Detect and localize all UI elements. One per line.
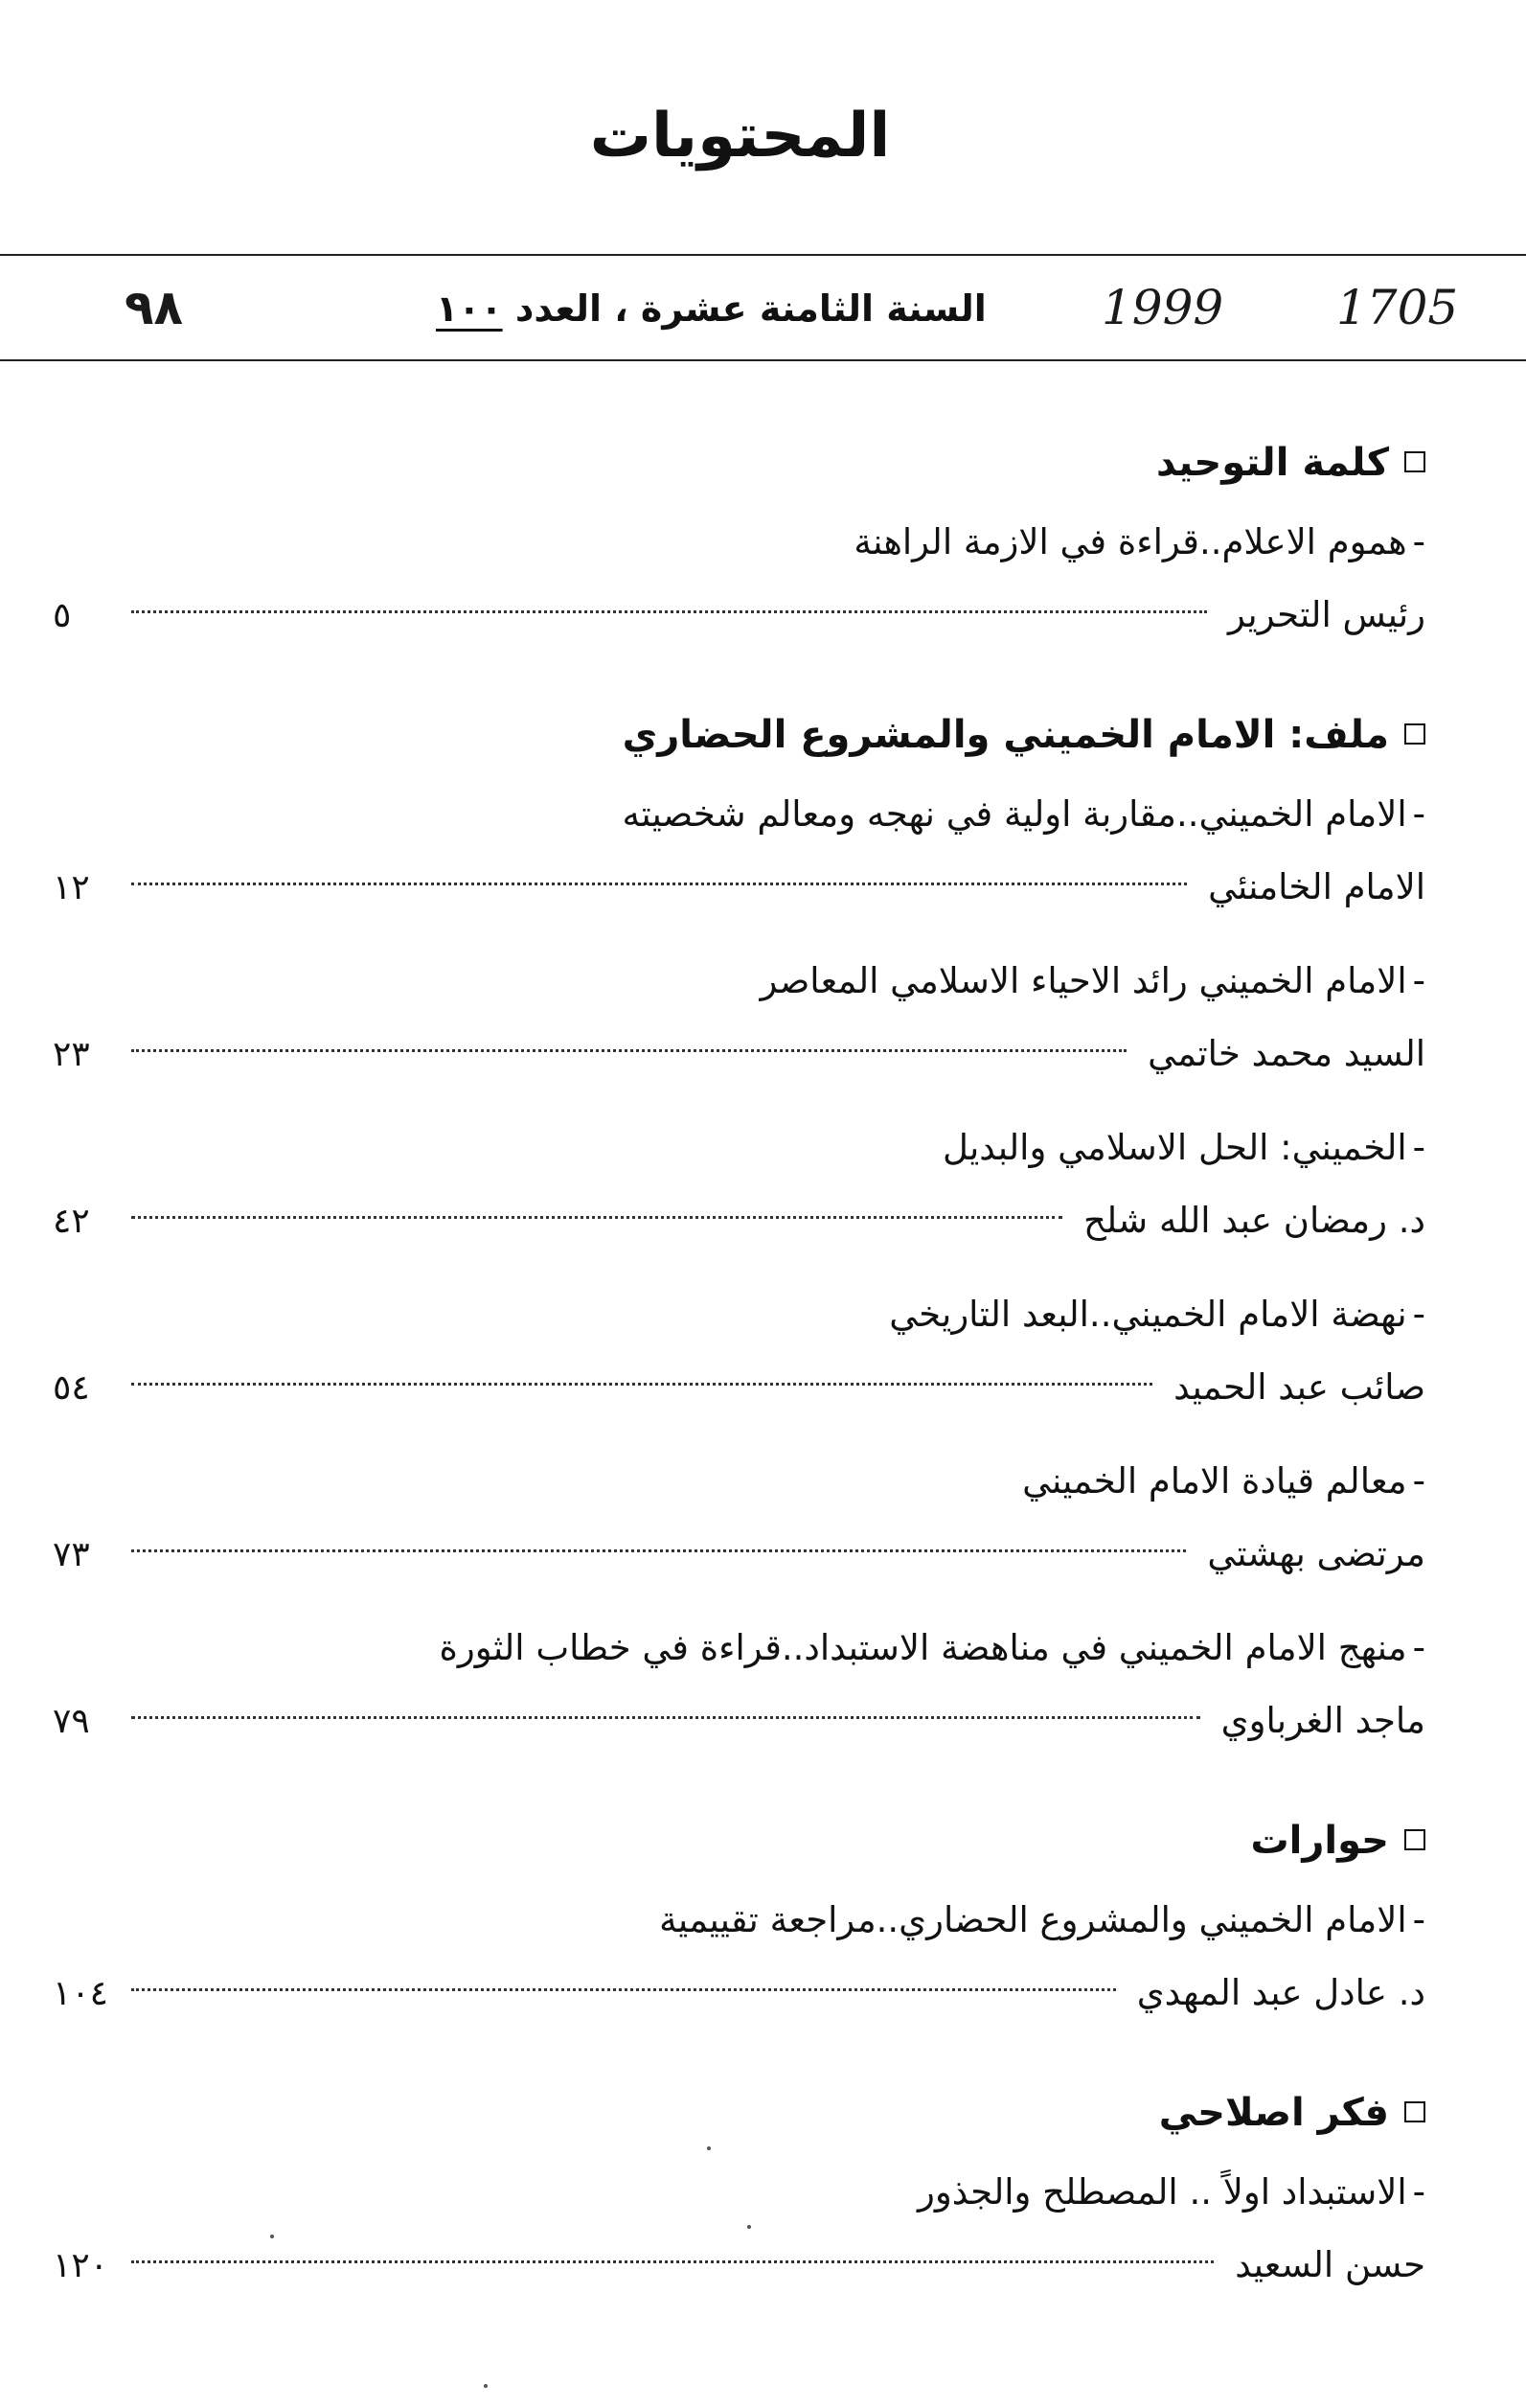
- entry-title: الامام الخميني رائد الاحياء الاسلامي المعاصر: [760, 960, 1407, 1001]
- entry-title-line: [53, 1612, 1425, 1685]
- entry-author-line: [53, 1957, 1425, 2030]
- page-number: ٧٩: [53, 1702, 90, 1741]
- page-number: ١٢٠: [53, 2246, 109, 2285]
- entry-author: الامام الخامنئي: [1208, 866, 1425, 907]
- dash-bullet-icon: ‐: [1412, 1127, 1425, 1168]
- bottom-rule: [0, 359, 1526, 361]
- section-heading: [53, 431, 1425, 494]
- toc-section: [53, 2081, 1425, 2302]
- entry-title: الامام الخميني والمشروع الحضاري..مراجعة تقييمية: [659, 1899, 1407, 1940]
- entry-author-line: [53, 2229, 1425, 2302]
- entry-author-line: [53, 1685, 1425, 1757]
- entry-title: الامام الخميني..مقاربة اولية في نهجه ومعالم شخصيته: [622, 793, 1407, 835]
- edition-text: السنة الثامنة عشرة ، العدد: [514, 287, 987, 330]
- handwritten-code: 1705: [1336, 280, 1459, 335]
- page-title: المحتويات: [589, 101, 891, 172]
- table-of-contents: [53, 431, 1425, 2353]
- entry-author-line: [53, 1518, 1425, 1591]
- square-bullet-icon: [1404, 2101, 1425, 2122]
- page-number: ٥٤: [53, 1368, 90, 1408]
- entry-title: الخميني: الحل الاسلامي والبديل: [942, 1127, 1407, 1168]
- entry-title-line: [53, 1445, 1425, 1518]
- toc-entry: [53, 2156, 1425, 2302]
- section-heading-text: ملف: الامام الخميني والمشروع الحضاري: [622, 713, 1389, 757]
- toc-section: [53, 703, 1425, 1757]
- section-heading: [53, 2081, 1425, 2144]
- section-heading-text: حوارات: [1250, 1819, 1389, 1863]
- section-heading-text: كلمة التوحيد: [1156, 441, 1389, 485]
- entry-author-line: [53, 1351, 1425, 1424]
- dash-bullet-icon: ‐: [1412, 1899, 1425, 1940]
- entry-title: الاستبداد اولاً .. المصطلح والجذور: [917, 2171, 1407, 2213]
- toc-section: [53, 1809, 1425, 2030]
- entry-title-line: [53, 1278, 1425, 1351]
- dot-leader: [131, 1716, 1200, 1719]
- toc-entry: [53, 1112, 1425, 1257]
- page-number: ٤٢: [53, 1202, 90, 1241]
- toc-entry: [53, 1884, 1425, 2030]
- entry-title-line: [53, 1112, 1425, 1184]
- toc-entry: [53, 945, 1425, 1090]
- entry-author: رئيس التحرير: [1228, 594, 1425, 635]
- entry-title: نهضة الامام الخميني..البعد التاريخي: [889, 1294, 1407, 1335]
- issue-number: ١٠٠: [436, 287, 503, 330]
- dot-leader: [131, 2260, 1214, 2263]
- toc-entry: [53, 506, 1425, 652]
- toc-entry: [53, 1445, 1425, 1591]
- entry-title-line: [53, 2156, 1425, 2229]
- dot-leader: [131, 1049, 1127, 1052]
- toc-entry: [53, 1278, 1425, 1424]
- toc-entry: [53, 778, 1425, 924]
- page-number: ٧٣: [53, 1535, 90, 1574]
- entry-title-line: [53, 945, 1425, 1018]
- issue-bar: [0, 278, 1526, 355]
- scan-speck: [747, 2225, 751, 2229]
- entry-author: د. رمضان عبد الله شلح: [1083, 1200, 1425, 1241]
- section-heading: [53, 1809, 1425, 1872]
- entry-author: د. عادل عبد المهدي: [1136, 1972, 1425, 2013]
- entry-title: منهج الامام الخميني في مناهضة الاستبداد..قراءة في خطاب الثورة: [439, 1627, 1407, 1668]
- page-number: ١٢: [53, 868, 90, 907]
- entry-author: مرتضى بهشتي: [1207, 1533, 1425, 1574]
- section-heading: [53, 703, 1425, 767]
- dash-bullet-icon: ‐: [1412, 1627, 1425, 1668]
- entry-author-line: [53, 1184, 1425, 1257]
- scan-speck: [707, 2146, 711, 2150]
- square-bullet-icon: [1404, 1829, 1425, 1850]
- scan-speck: [270, 2235, 274, 2238]
- page-number: ٢٣: [53, 1035, 90, 1074]
- entry-author: صائب عبد الحميد: [1173, 1366, 1425, 1408]
- dash-bullet-icon: ‐: [1412, 793, 1425, 835]
- edition-line: [436, 287, 987, 330]
- dash-bullet-icon: ‐: [1412, 521, 1425, 562]
- handwritten-number: ٩٨: [125, 280, 184, 335]
- dot-leader: [131, 1383, 1152, 1386]
- entry-author: ماجد الغرباوي: [1220, 1700, 1425, 1741]
- scan-speck: [484, 2384, 488, 2388]
- entry-author-line: [53, 851, 1425, 924]
- dash-bullet-icon: ‐: [1412, 960, 1425, 1001]
- square-bullet-icon: [1404, 451, 1425, 472]
- dash-bullet-icon: ‐: [1412, 1294, 1425, 1335]
- dash-bullet-icon: ‐: [1412, 2171, 1425, 2213]
- dash-bullet-icon: ‐: [1412, 1460, 1425, 1502]
- toc-section: [53, 431, 1425, 652]
- page-number: ٥: [53, 596, 72, 635]
- entry-author: السيد محمد خاتمي: [1148, 1033, 1425, 1074]
- dot-leader: [131, 883, 1187, 885]
- entry-title-line: [53, 1884, 1425, 1957]
- entry-title: هموم الاعلام..قراءة في الازمة الراهنة: [854, 521, 1407, 562]
- handwritten-year: 1999: [1102, 280, 1224, 335]
- dot-leader: [131, 1988, 1116, 1991]
- entry-author-line: [53, 579, 1425, 652]
- dot-leader: [131, 1216, 1062, 1219]
- entry-author-line: [53, 1018, 1425, 1090]
- dot-leader: [131, 1549, 1186, 1552]
- square-bullet-icon: [1404, 723, 1425, 745]
- entry-title-line: [53, 506, 1425, 579]
- toc-entry: [53, 1612, 1425, 1757]
- section-heading-text: فكر اصلاحي: [1158, 2091, 1389, 2135]
- entry-title-line: [53, 778, 1425, 851]
- page-number: ١٠٤: [53, 1974, 109, 2013]
- dot-leader: [131, 610, 1207, 613]
- entry-author: حسن السعيد: [1235, 2244, 1425, 2285]
- top-rule: [0, 254, 1526, 256]
- entry-title: معالم قيادة الامام الخميني: [1022, 1460, 1407, 1502]
